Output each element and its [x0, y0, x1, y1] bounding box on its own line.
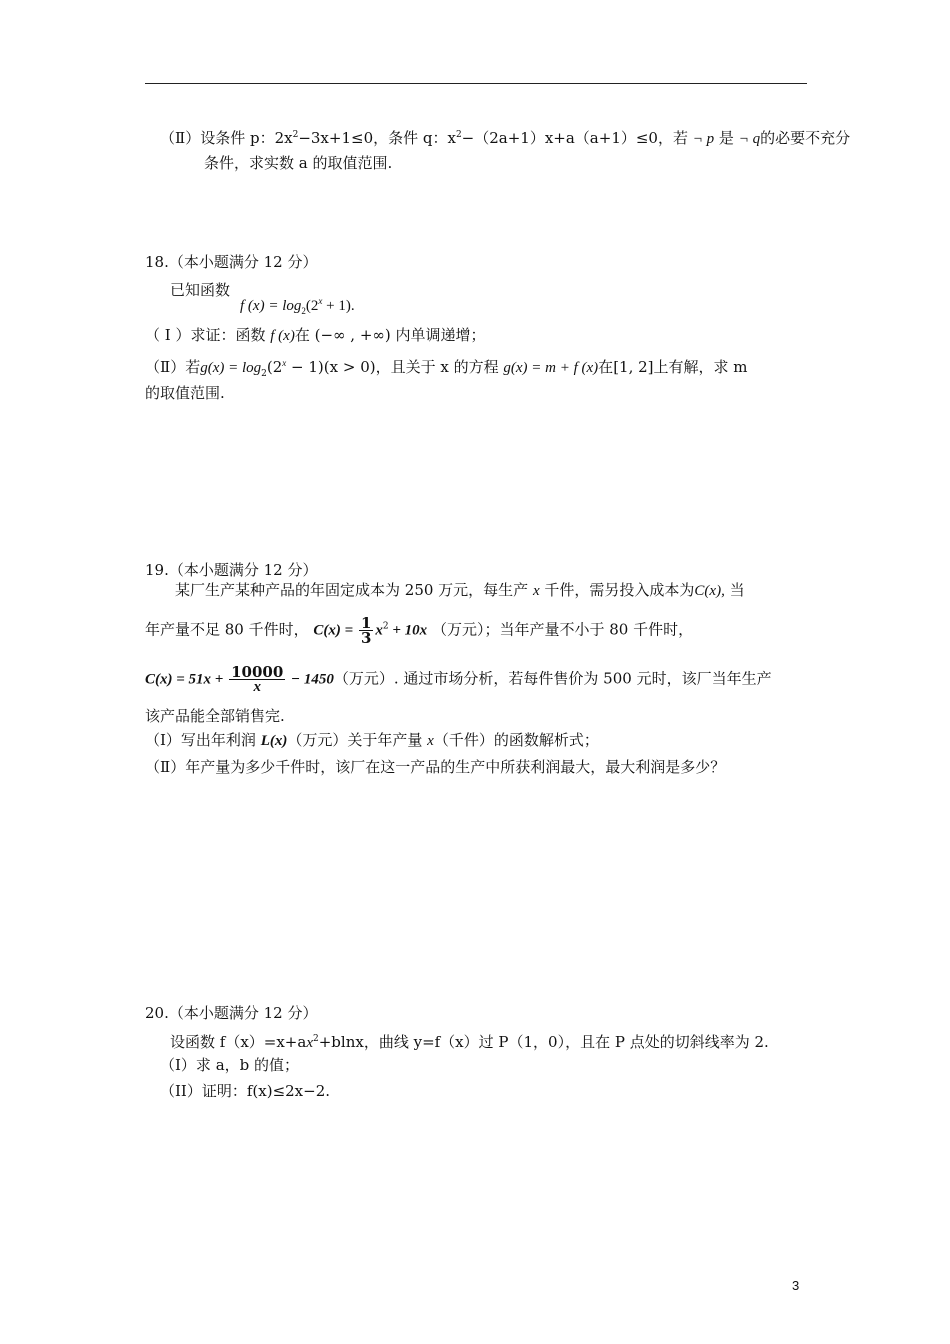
q17-text: −（2a+1）x+a（a+1）≤0，若: [461, 129, 688, 147]
q19-text: （万元）关于年产量: [287, 731, 423, 749]
q17-text: 是: [718, 129, 734, 147]
q20-line1: [170, 1029, 769, 1053]
q20-part1: （I）求 a，b 的值；: [160, 1056, 300, 1074]
q19-frac-num: 1: [360, 614, 372, 632]
q19-line1: [175, 580, 745, 601]
q18-text: ，且关于 x 的方程: [375, 358, 499, 376]
q18-part2-line2: 的取值范围.: [145, 384, 225, 402]
q19-x: x: [427, 733, 434, 749]
q18-sub: 2: [301, 306, 306, 316]
q19-part2: （Ⅱ）年产量为多少千件时，该厂在这一产品的生产中所获利润最大，最大利润是多少？: [145, 758, 726, 776]
q17-sup: 2: [455, 130, 462, 140]
q19-line2: [145, 616, 693, 645]
q19-text: 千件，需另投入成本为: [544, 581, 695, 599]
q18-sup: x: [318, 296, 323, 306]
q18-part2: [145, 353, 748, 384]
q18-func: (2: [305, 298, 319, 314]
q20-sup: 2: [313, 1034, 319, 1044]
q18-intro-label: 已知函数: [170, 281, 231, 299]
q18-interval: [1, 2]: [613, 358, 654, 376]
q17-part2-line2: 条件，求实数 a 的取值范围.: [204, 154, 393, 172]
q20-x: x: [306, 1035, 313, 1051]
q17-text: 的必要不充分: [760, 129, 851, 147]
q19-formula: C(x) = 51x +: [145, 671, 228, 688]
q20-header: 20.（本小题满分 12 分）: [145, 1004, 318, 1022]
q19-text: 年产量不足 80 千件时，: [145, 620, 309, 639]
q19-formula: C(x) =: [313, 622, 357, 639]
q19-frac-den: x: [253, 679, 261, 695]
q19-line4: 该产品能全部销售完.: [145, 707, 285, 725]
q18-part1: [145, 325, 486, 346]
q19-formula: x: [375, 622, 383, 639]
q19-sup: 2: [382, 621, 389, 632]
q17-sup: 2: [292, 130, 299, 140]
q19-frac-den: 3: [360, 629, 372, 647]
q18-g: (2: [266, 358, 283, 376]
q17-text: （Ⅱ）设条件 p：2x: [160, 129, 293, 147]
q18-interval: (−∞ , +∞): [314, 326, 391, 344]
q18-text: （ Ⅰ ）求证：函数: [145, 326, 266, 344]
q18-header: 18.（本小题满分 12 分）: [145, 253, 318, 271]
q19-fraction: [359, 616, 373, 645]
q19-formula: + 10x: [388, 622, 428, 639]
q18-func: f (x) = log: [240, 298, 302, 314]
q20-text: 设函数 f（x）=x+a: [170, 1033, 307, 1051]
q19-text: （千件）的函数解析式；: [433, 731, 599, 749]
q19-x: x: [532, 583, 540, 599]
q19-text: （万元）；当年产量不小于 80 千件时，: [431, 620, 694, 639]
q18-function: [240, 291, 355, 321]
q17-part2-line1: [160, 125, 850, 149]
q18-func: + 1).: [322, 298, 355, 314]
q19-line3: [145, 665, 772, 694]
q19-frac-num: 10000: [231, 663, 284, 681]
q19-text: 当: [729, 581, 745, 599]
q18-fx: f (x): [270, 328, 295, 344]
q17-text: −3x+1≤0，条件 q：x: [298, 129, 456, 147]
q18-eq: g(x) = m + f (x): [503, 360, 599, 376]
q19-text: 某厂生产某种产品的年固定成本为 250 万元，每生产: [175, 581, 529, 599]
neg-p: ¬ p: [692, 131, 715, 147]
q19-part1: [145, 730, 599, 751]
q18-g: g(x) = log: [200, 360, 262, 376]
q20-part2: （II）证明：f(x)≤2x−2.: [160, 1082, 331, 1100]
q19-text: （万元）. 通过市场分析，若每件售价为 500 元时，该厂当年生产: [333, 669, 772, 688]
q18-text: 内单调递增；: [395, 326, 486, 344]
q18-text: 在: [598, 358, 614, 376]
q19-formula: − 1450: [287, 671, 334, 688]
q18-g: − 1)(x > 0): [286, 358, 376, 376]
q18-sub: 2: [261, 369, 267, 379]
page-number: 3: [792, 1278, 800, 1293]
q20-text: +blnx，曲线 y=f（x）过 P（1，0），且在 P 点处的切斜线率为 2.: [318, 1033, 769, 1051]
q19-text: （Ⅰ）写出年利润: [145, 731, 256, 749]
q18-text: （Ⅱ）若: [145, 358, 201, 376]
q19-cx: C(x),: [694, 583, 725, 599]
q18-text: 上有解，求 m: [653, 358, 748, 376]
q18-text: 在: [294, 326, 310, 344]
q19-L: L(x): [260, 733, 288, 749]
header-rule: [145, 83, 807, 84]
q18-sup: x: [282, 358, 287, 368]
q19-fraction: [229, 665, 285, 694]
neg-q: ¬ q: [738, 131, 761, 147]
q19-header: 19.（本小题满分 12 分）: [145, 561, 318, 579]
